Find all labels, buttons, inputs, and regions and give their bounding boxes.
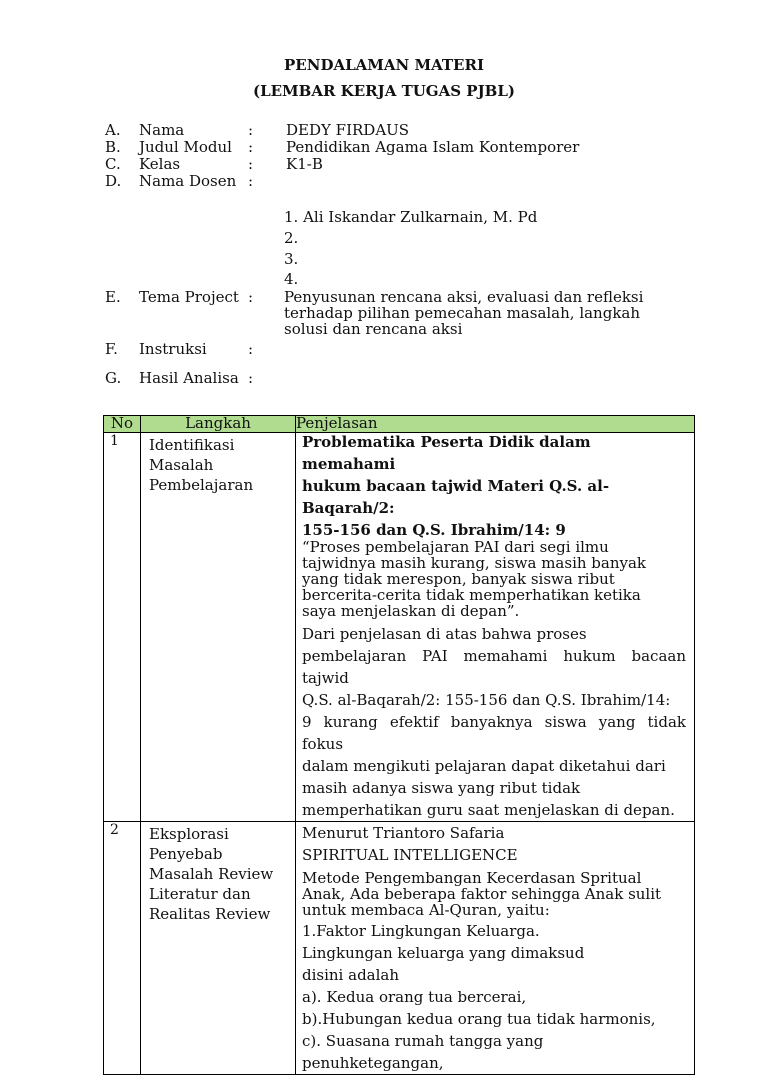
page-subtitle: (LEMBAR KERJA TUGAS PJBL) [252,82,516,100]
page-title: PENDALAMAN MATERI [284,56,484,74]
list-item: a). Kedua orang tua bercerai, [302,988,527,1006]
heading-line: 155-156 dan Q.S. Ibrahim/14: 9 [302,521,566,539]
langkah-line: Literatur dan [149,885,251,903]
header-no: No [104,416,141,433]
metode-paragraph [302,870,686,918]
paragraph-line: 9 kurang efektif banyaknya siswa yang tidak fokus [302,713,686,753]
paragraph-line: memperhatikan guru saat menjelaskan di depan. [302,801,675,819]
field-label: Nama [139,121,185,139]
worksheet-table [103,415,695,1075]
langkah-line: Masalah Review [149,865,274,883]
dosen-item: 4. [284,270,299,288]
source-author: Menurut Triantoro Safaria [302,824,505,842]
problem-heading [302,431,686,541]
interview-quote [302,539,686,619]
row-penjelasan [296,433,695,822]
paragraph-line: Dari penjelasan di atas bahwa proses [302,625,587,643]
field-separator: : [248,172,254,190]
paragraph-line: masih adanya siswa yang ribut tidak [302,779,581,797]
quote-line: “Proses pembelajaran PAI dari segi ilmu [302,538,609,556]
analysis-paragraph [302,623,686,821]
field-separator: : [248,369,254,387]
paragraph-line: disini adalah [302,966,400,984]
paragraph-line: Lingkungan keluarga yang dimaksud [302,944,585,962]
field-letter: A. [105,121,121,139]
langkah-line: Eksplorasi [149,825,229,843]
table-row [104,822,695,1075]
table-row [104,433,695,822]
paragraph-line: Anak, Ada beberapa faktor sehingga Anak sulit [302,885,662,903]
field-separator: : [248,340,254,358]
source-title: SPIRITUAL INTELLIGENCE [302,846,518,864]
field-letter: B. [105,138,121,156]
heading-line: Problematika Peserta Didik dalam memahami [302,433,591,473]
langkah-line: Realitas Review [149,905,271,923]
field-letter: E. [105,288,121,306]
row-langkah [141,433,296,822]
row-number: 1 [104,433,141,822]
dosen-item: 3. [284,250,299,268]
dosen-item: 2. [284,229,299,247]
field-letter: D. [105,172,122,190]
list-item: b).Hubungan kedua orang tua tidak harmonis, [302,1010,656,1028]
langkah-line: Pembelajaran [149,476,254,494]
field-value: DEDY FIRDAUS [286,121,410,139]
paragraph-line: Q.S. al-Baqarah/2: 155-156 dan Q.S. Ibrahim/14: [302,691,671,709]
heading-line: hukum bacaan tajwid Materi Q.S. al-Baqarah/2: [302,477,610,517]
header-penjelasan: Penjelasan [296,416,695,433]
dosen-item: 1. Ali Iskandar Zulkarnain, M. Pd [284,208,538,226]
field-label: Nama Dosen [139,172,237,190]
tema-line: terhadap pilihan pemecahan masalah, langkah [284,304,641,322]
quote-line: yang tidak merespon, banyak siswa ribut [302,570,615,588]
field-value: K1-B [286,155,323,173]
table-header-row [104,416,695,433]
tema-line: solusi dan rencana aksi [284,320,463,338]
langkah-line: Identifikasi [149,436,235,454]
paragraph-line: Metode Pengembangan Kecerdasan Spritual [302,869,642,887]
lingkungan-text [302,942,686,986]
field-separator: : [248,138,254,156]
field-separator: : [248,288,254,306]
field-separator: : [248,155,254,173]
field-letter: F. [105,340,118,358]
field-letter: G. [105,369,122,387]
quote-line: saya menjelaskan di depan”. [302,602,520,620]
paragraph-line: dalam mengikuti pelajaran dapat diketahui dari [302,757,666,775]
tema-line: Penyusunan rencana aksi, evaluasi dan refleksi [284,288,644,306]
tema-text [284,289,643,337]
row-penjelasan [296,822,695,1075]
field-label: Instruksi [139,340,207,358]
field-label: Judul Modul [139,138,232,156]
quote-line: tajwidnya masih kurang, siswa masih banyak [302,554,647,572]
field-value: Pendidikan Agama Islam Kontemporer [286,138,580,156]
field-letter: C. [105,155,121,173]
field-label: Hasil Analisa [139,369,239,387]
row-number: 2 [104,822,141,1075]
paragraph-line: pembelajaran PAI memahami hukum bacaan tajwid [302,647,686,687]
quote-line: bercerita-cerita tidak memperhatikan ketika [302,586,641,604]
field-separator: : [248,121,254,139]
field-label: Kelas [139,155,181,173]
field-label: Tema Project [139,288,239,306]
list-item: c). Suasana rumah tangga yang penuhketegangan, [302,1032,544,1072]
row-langkah [141,822,296,1075]
langkah-line: Penyebab [149,845,223,863]
header-langkah: Langkah [141,416,296,433]
paragraph-line: untuk membaca Al-Quran, yaitu: [302,901,550,919]
langkah-line: Masalah [149,456,214,474]
faktor-heading: 1.Faktor Lingkungan Keluarga. [302,922,540,940]
